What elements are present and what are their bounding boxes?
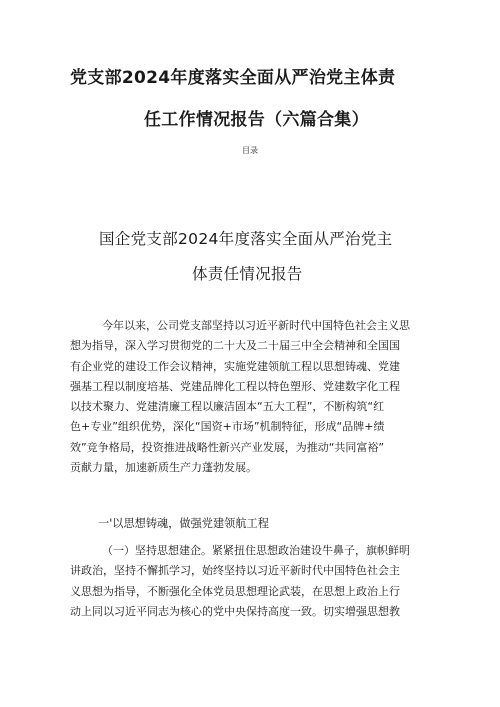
document-title-line-1: 党支部2024年度落实全面从严治党主体责 — [70, 68, 396, 88]
paragraph-line: 讲政治，坚持不懈抓学习，始终坚持以习近平新时代中国特色社会主 — [70, 564, 400, 578]
paragraph-line: 强基工程以制度培基、党建品牌化工程以特色塑形、党建数字化工程 — [70, 379, 400, 393]
paragraph-line: 义思想为指导，不断强化全体党员思想理论武装，在思想上政治上行 — [70, 584, 400, 598]
section-paragraph — [70, 541, 436, 622]
paragraph-line: 以技术聚力、党建清廉工程以廉洁固本“五大工程”，不断构筑“红 — [70, 400, 385, 414]
section-heading: 一'以思想铸魂，做强党建领航工程 — [98, 517, 269, 530]
paragraph-line: 效”竞争格局，投资推进战略性新兴产业发展，为推动“共同富裕” — [70, 440, 385, 454]
document-title-line-2: 任工作情况报告（六篇合集） — [144, 110, 369, 130]
paragraph-line: 贡献力量，加速新质生产力蓬勃发展。 — [70, 461, 257, 475]
paragraph-line: 动上同以习近平同志为核心的党中央保持高度一致。切实增强思想教 — [70, 604, 400, 618]
article-title-line-2: 体责任情况报告 — [192, 265, 303, 283]
paragraph-line: 今年以来，公司党支部坚持以习近平新时代中国特色社会主义思 — [102, 319, 410, 332]
paragraph-line: 想为指导，深入学习贯彻党的二十大及二十届三中全会精神和全国国 — [70, 339, 400, 353]
table-of-contents-label: 目录 — [242, 146, 258, 155]
article-title-line-1: 国企党支部2024年度落实全面从严治党主 — [99, 230, 393, 248]
paragraph-line: 有企业党的建设工作会议精神，实施党建领航工程以思想铸魂、党建 — [70, 359, 400, 373]
paragraph-line: 色+专业”组织优势，深化“国资+市场”机制特征，形成“品牌+绩 — [70, 420, 385, 434]
paragraph-line: （一）坚持思想建企。紧紧扭住思想政治建设牛鼻子，旗帜鲜明 — [102, 544, 410, 557]
intro-paragraph — [70, 316, 436, 478]
